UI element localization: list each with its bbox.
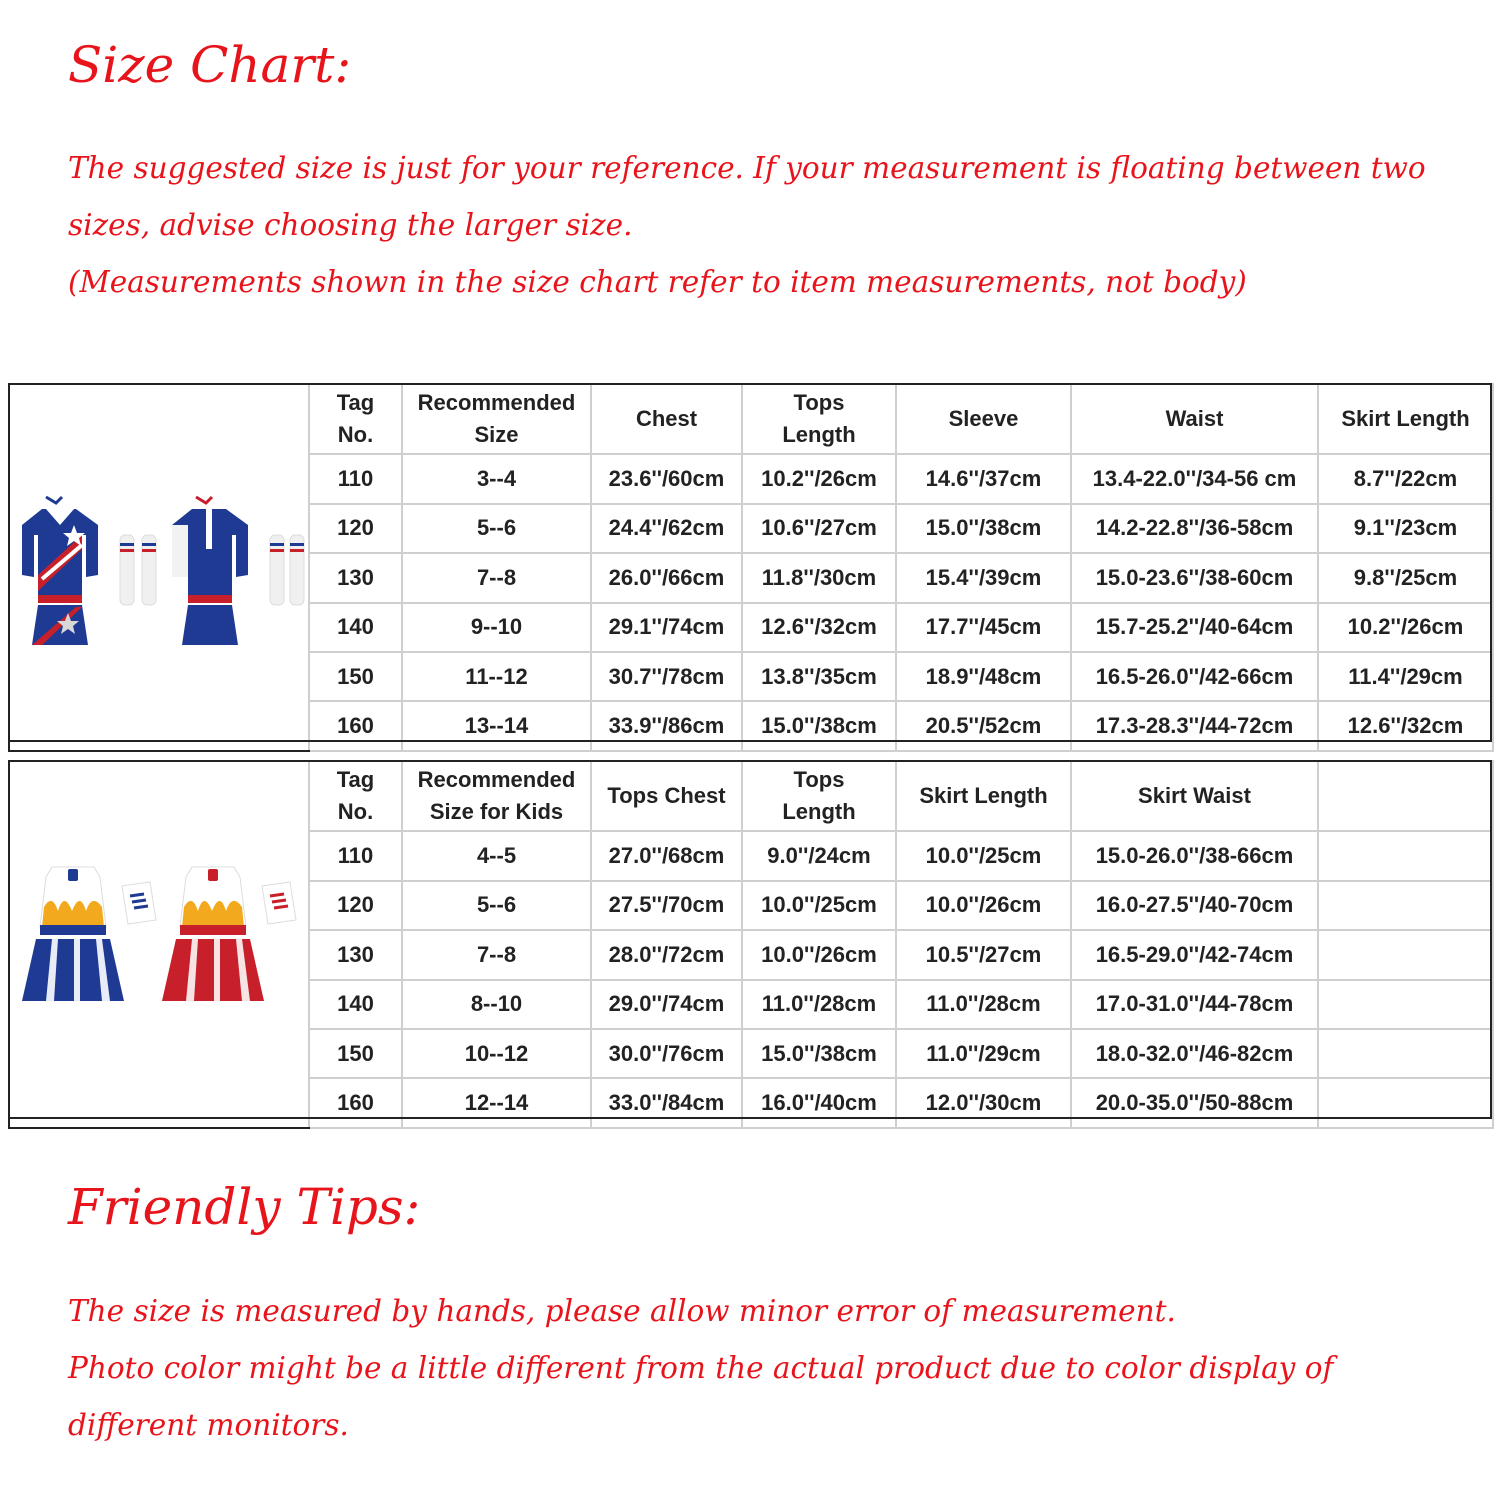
header-label: Skirt Waist bbox=[1138, 783, 1251, 809]
header-label: Length bbox=[782, 422, 856, 448]
table-cell bbox=[1318, 930, 1493, 979]
table-cell: 12.0''/30cm bbox=[896, 1078, 1071, 1128]
header-label: Recommended bbox=[417, 767, 576, 793]
column-header bbox=[309, 384, 402, 454]
table-cell: 30.7''/78cm bbox=[591, 652, 742, 701]
table-cell: 17.0-31.0''/44-78cm bbox=[1071, 980, 1318, 1029]
product-image-long-sleeve-uniform bbox=[9, 384, 309, 751]
tip-line: Photo color might be a little different from the actual product due to color display of bbox=[68, 1351, 1334, 1385]
column-header bbox=[402, 761, 591, 831]
column-header bbox=[591, 384, 742, 454]
header-label: Skirt Length bbox=[1341, 406, 1470, 432]
table-cell: 11.0''/29cm bbox=[896, 1029, 1071, 1078]
table-cell: 160 bbox=[309, 701, 402, 751]
table-cell: 130 bbox=[309, 930, 402, 979]
table-cell: 18.9''/48cm bbox=[896, 652, 1071, 701]
table-cell: 15.0''/38cm bbox=[742, 1029, 896, 1078]
tip-line: different monitors. bbox=[68, 1408, 349, 1442]
table-cell: 160 bbox=[309, 1078, 402, 1128]
table-cell: 3--4 bbox=[402, 454, 591, 503]
header-label: Tag bbox=[336, 767, 375, 793]
table-cell: 23.6''/60cm bbox=[591, 454, 742, 503]
table-cell: 110 bbox=[309, 831, 402, 880]
table-cell: 16.0''/40cm bbox=[742, 1078, 896, 1128]
intro-line: sizes, advise choosing the larger size. bbox=[68, 208, 633, 242]
table-cell: 16.5-26.0''/42-66cm bbox=[1071, 652, 1318, 701]
intro-line: The suggested size is just for your reference. If your measurement is floating between two bbox=[68, 151, 1426, 185]
table-cell: 120 bbox=[309, 881, 402, 930]
size-table-sleeveless bbox=[8, 760, 1494, 1129]
table-cell: 7--8 bbox=[402, 553, 591, 602]
column-header bbox=[1071, 761, 1318, 831]
table-cell: 8.7''/22cm bbox=[1318, 454, 1493, 503]
table-header-row bbox=[9, 384, 1493, 454]
table-cell: 9--10 bbox=[402, 603, 591, 652]
table-cell: 33.0''/84cm bbox=[591, 1078, 742, 1128]
table-cell: 14.2-22.8''/36-58cm bbox=[1071, 504, 1318, 553]
table-cell: 140 bbox=[309, 980, 402, 1029]
column-header bbox=[402, 384, 591, 454]
header-label: Chest bbox=[635, 406, 698, 432]
table-cell: 10.0''/26cm bbox=[742, 930, 896, 979]
column-header bbox=[309, 761, 402, 831]
header-label: No. bbox=[337, 799, 374, 825]
header-label: Size bbox=[474, 422, 519, 448]
table-cell bbox=[1318, 881, 1493, 930]
table-cell: 16.5-29.0''/42-74cm bbox=[1071, 930, 1318, 979]
table-cell: 11.4''/29cm bbox=[1318, 652, 1493, 701]
table-cell: 27.0''/68cm bbox=[591, 831, 742, 880]
header-label: Skirt Length bbox=[919, 783, 1048, 809]
table-cell: 16.0-27.5''/40-70cm bbox=[1071, 881, 1318, 930]
column-header bbox=[1318, 384, 1493, 454]
column-header bbox=[1318, 761, 1493, 831]
intro-line: (Measurements shown in the size chart refer to item measurements, not body) bbox=[68, 265, 1247, 299]
header-label: Size for Kids bbox=[429, 799, 564, 825]
table-cell: 9.0''/24cm bbox=[742, 831, 896, 880]
table-cell: 20.0-35.0''/50-88cm bbox=[1071, 1078, 1318, 1128]
cheer-uniform-long-sleeve-icon bbox=[10, 385, 308, 741]
table-cell: 11.8''/30cm bbox=[742, 553, 896, 602]
table-cell: 12--14 bbox=[402, 1078, 591, 1128]
column-header bbox=[1071, 384, 1318, 454]
table-cell: 11--12 bbox=[402, 652, 591, 701]
header-label: Tag bbox=[336, 390, 375, 416]
table-cell: 7--8 bbox=[402, 930, 591, 979]
table-cell: 15.0''/38cm bbox=[896, 504, 1071, 553]
header-label: Waist bbox=[1165, 406, 1224, 432]
table-cell: 29.0''/74cm bbox=[591, 980, 742, 1029]
table-cell: 12.6''/32cm bbox=[1318, 701, 1493, 751]
column-header bbox=[896, 761, 1071, 831]
table-header-row bbox=[9, 761, 1493, 831]
table-cell: 13--14 bbox=[402, 701, 591, 751]
header-label: Tops bbox=[793, 390, 845, 416]
table-cell: 10--12 bbox=[402, 1029, 591, 1078]
table-cell: 9.1''/23cm bbox=[1318, 504, 1493, 553]
table-cell bbox=[1318, 831, 1493, 880]
table-cell: 8--10 bbox=[402, 980, 591, 1029]
table-cell: 15.4''/39cm bbox=[896, 553, 1071, 602]
table-cell: 20.5''/52cm bbox=[896, 701, 1071, 751]
table-cell: 18.0-32.0''/46-82cm bbox=[1071, 1029, 1318, 1078]
table-cell: 130 bbox=[309, 553, 402, 602]
header-label: No. bbox=[337, 422, 374, 448]
table-cell: 10.0''/25cm bbox=[742, 881, 896, 930]
header-label: Sleeve bbox=[948, 406, 1019, 432]
table-cell: 15.7-25.2''/40-64cm bbox=[1071, 603, 1318, 652]
column-header bbox=[896, 384, 1071, 454]
table-cell: 10.2''/26cm bbox=[742, 454, 896, 503]
friendly-tips-heading: Friendly Tips: bbox=[68, 1178, 421, 1236]
table-cell: 15.0''/38cm bbox=[742, 701, 896, 751]
table-cell: 120 bbox=[309, 504, 402, 553]
table-cell: 27.5''/70cm bbox=[591, 881, 742, 930]
table-cell: 5--6 bbox=[402, 881, 591, 930]
table-cell: 13.8''/35cm bbox=[742, 652, 896, 701]
size-chart-intro bbox=[68, 140, 1426, 311]
table-cell: 9.8''/25cm bbox=[1318, 553, 1493, 602]
column-header bbox=[742, 761, 896, 831]
size-table-long-sleeve bbox=[8, 383, 1494, 752]
table-cell: 12.6''/32cm bbox=[742, 603, 896, 652]
table-cell: 5--6 bbox=[402, 504, 591, 553]
table-cell: 10.0''/25cm bbox=[896, 831, 1071, 880]
table-cell bbox=[1318, 980, 1493, 1029]
cheer-uniform-sleeveless-icon bbox=[10, 762, 308, 1118]
table-cell: 110 bbox=[309, 454, 402, 503]
table-cell: 33.9''/86cm bbox=[591, 701, 742, 751]
table-cell: 11.0''/28cm bbox=[896, 980, 1071, 1029]
tip-line: The size is measured by hands, please allow minor error of measurement. bbox=[68, 1294, 1176, 1328]
header-label: Tops bbox=[793, 767, 845, 793]
table-cell: 11.0''/28cm bbox=[742, 980, 896, 1029]
size-chart-heading: Size Chart: bbox=[68, 36, 352, 94]
table-cell: 17.7''/45cm bbox=[896, 603, 1071, 652]
table-cell: 4--5 bbox=[402, 831, 591, 880]
table-cell: 17.3-28.3''/44-72cm bbox=[1071, 701, 1318, 751]
product-image-sleeveless-uniform bbox=[9, 761, 309, 1128]
header-label: Length bbox=[782, 799, 856, 825]
header-label: Recommended bbox=[417, 390, 576, 416]
table-cell: 10.6''/27cm bbox=[742, 504, 896, 553]
table-cell: 150 bbox=[309, 1029, 402, 1078]
table-cell: 15.0-23.6''/38-60cm bbox=[1071, 553, 1318, 602]
table-cell: 30.0''/76cm bbox=[591, 1029, 742, 1078]
table-cell: 140 bbox=[309, 603, 402, 652]
column-header bbox=[591, 761, 742, 831]
table-cell: 10.2''/26cm bbox=[1318, 603, 1493, 652]
table-cell: 26.0''/66cm bbox=[591, 553, 742, 602]
friendly-tips-text bbox=[68, 1283, 1333, 1454]
table-cell: 10.0''/26cm bbox=[896, 881, 1071, 930]
table-cell: 150 bbox=[309, 652, 402, 701]
table-cell: 10.5''/27cm bbox=[896, 930, 1071, 979]
table-cell bbox=[1318, 1078, 1493, 1128]
table-cell: 29.1''/74cm bbox=[591, 603, 742, 652]
header-label: Tops Chest bbox=[607, 783, 726, 809]
table-cell bbox=[1318, 1029, 1493, 1078]
column-header bbox=[742, 384, 896, 454]
table-cell: 15.0-26.0''/38-66cm bbox=[1071, 831, 1318, 880]
table-cell: 14.6''/37cm bbox=[896, 454, 1071, 503]
table-cell: 24.4''/62cm bbox=[591, 504, 742, 553]
table-cell: 28.0''/72cm bbox=[591, 930, 742, 979]
table-cell: 13.4-22.0''/34-56 cm bbox=[1071, 454, 1318, 503]
